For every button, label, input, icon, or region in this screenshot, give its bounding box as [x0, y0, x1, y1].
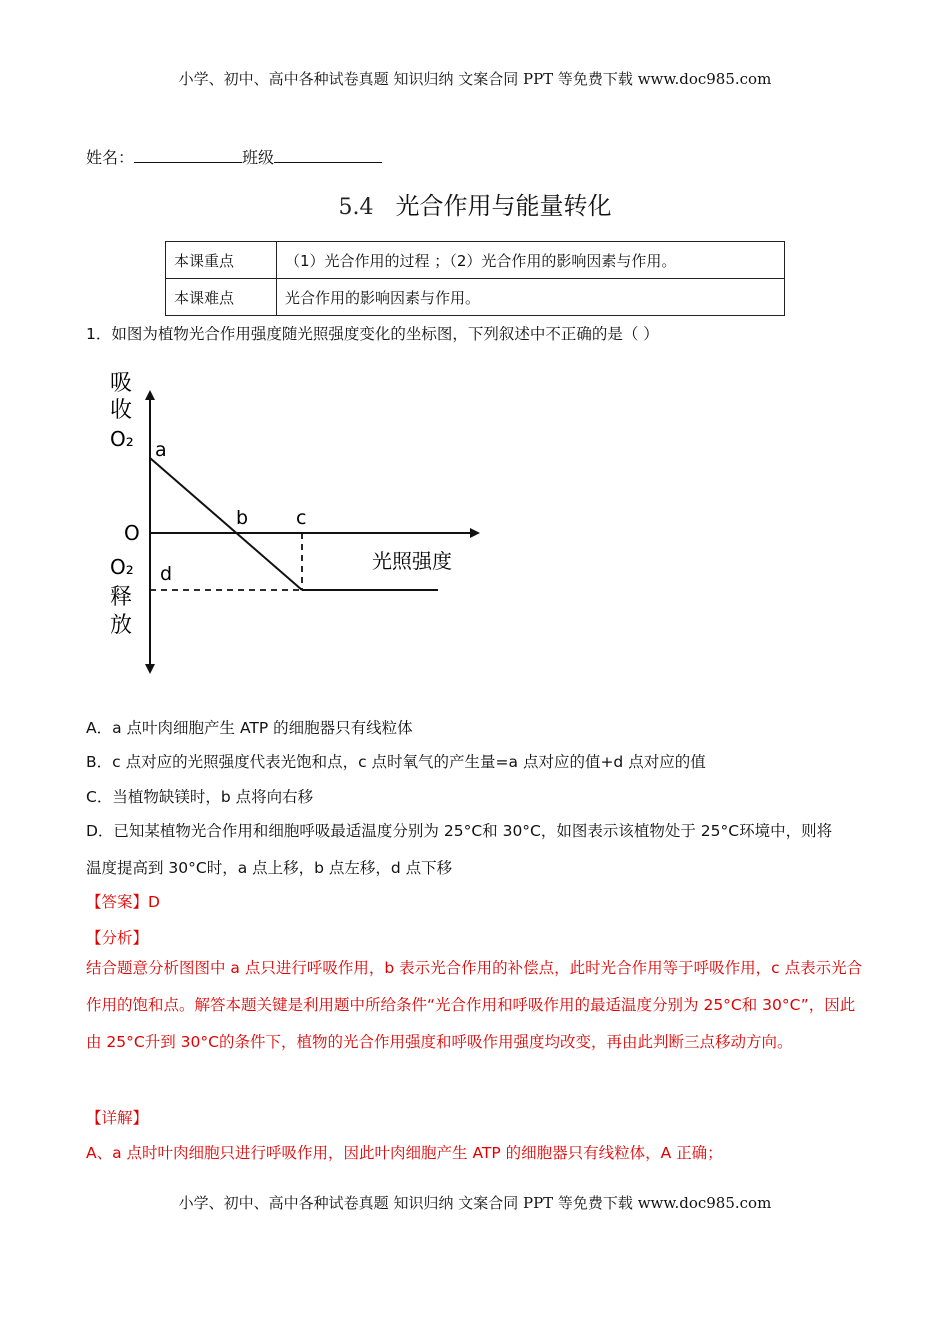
- table-row: [166, 279, 785, 316]
- detail-label: 【详解】: [86, 1109, 149, 1127]
- class-label: 班级: [242, 148, 275, 167]
- point-a-label: a: [155, 439, 167, 461]
- section-title: 光合作用与能量转化: [395, 192, 612, 220]
- table-value: （1）光合作用的过程 ；（2）光合作用的影响因素与作用。: [277, 242, 785, 279]
- point-c-label: c: [296, 507, 307, 529]
- answer-label: 【答案】: [86, 893, 149, 911]
- student-info-row: [86, 145, 382, 168]
- option-a: A．a 点叶肉细胞产生 ATP 的细胞器只有线粒体: [86, 719, 413, 737]
- table-key: 本课难点: [166, 279, 277, 316]
- analysis-label: 【分析】: [86, 929, 149, 947]
- y-label-top-2: 收: [110, 398, 133, 423]
- table-value: 光合作用的影响因素与作用。: [277, 279, 785, 316]
- page-title: [0, 186, 950, 221]
- name-label: 姓名：: [86, 148, 135, 167]
- y-label-bottom-3: 放: [110, 613, 133, 638]
- y-label-top-3: O₂: [110, 427, 134, 451]
- light-intensity-graph: [100, 362, 500, 682]
- option-c: C．当植物缺镁时，b 点将向右移: [86, 788, 314, 806]
- detail-text: A、a 点时叶肉细胞只进行呼吸作用，因此叶肉细胞产生 ATP 的细胞器只有线粒体，A 正确；: [86, 1144, 723, 1162]
- y-label-top-1: 吸: [110, 371, 133, 396]
- answer-line: [86, 890, 160, 912]
- table-row: [166, 242, 785, 279]
- point-d-label: d: [160, 563, 173, 585]
- question-text: 1．如图为植物光合作用强度随光照强度变化的坐标图，下列叙述中不正确的是（ ）: [86, 325, 659, 343]
- answer-value: D: [148, 893, 160, 911]
- option-b: B．c 点对应的光照强度代表光饱和点，c 点时氧气的产生量=a 点对应的值+d 点对应的值: [86, 753, 706, 771]
- page-footer: 小学、初中、高中各种试卷真题 知识归纳 文案合同 PPT 等免费下载 www.doc985.com: [178, 1194, 772, 1212]
- analysis-text: 结合题意分析图图中 a 点只进行呼吸作用，b 表示光合作用的补偿点，此时光合作用等于呼吸作用，c 点表示光合作用的饱和点。解答本题关键是利用题中所给条件“光合作用和呼吸作用的最适温度分别为 25°C和 30°C”，因此由 25°C升到 30°C的条件下，植物的光合作用强度和呼吸作用强度均改变，再由此判断三点移动方向。: [86, 959, 863, 1051]
- x-axis-label: 光照强度: [372, 549, 452, 573]
- option-d-continued: 温度提高到 30°C时，a 点上移，b 点左移，d 点下移: [86, 859, 453, 877]
- section-number: 5.4: [338, 195, 374, 220]
- table-key: 本课重点: [166, 242, 277, 279]
- y-label-bottom-2: 释: [110, 585, 133, 610]
- y-label-bottom-1: O₂: [110, 555, 134, 579]
- origin-label: O: [124, 521, 140, 545]
- class-blank[interactable]: [274, 148, 382, 163]
- point-b-label: b: [236, 507, 249, 529]
- page-header: 小学、初中、高中各种试卷真题 知识归纳 文案合同 PPT 等免费下载 www.doc985.com: [178, 70, 772, 88]
- option-d: D．已知某植物光合作用和细胞呼吸最适温度分别为 25°C和 30°C，如图表示该植物处于 25°C环境中，则将: [86, 822, 833, 840]
- key-points-table: [165, 241, 785, 316]
- curve-rising: [150, 458, 302, 590]
- name-blank[interactable]: [134, 148, 242, 163]
